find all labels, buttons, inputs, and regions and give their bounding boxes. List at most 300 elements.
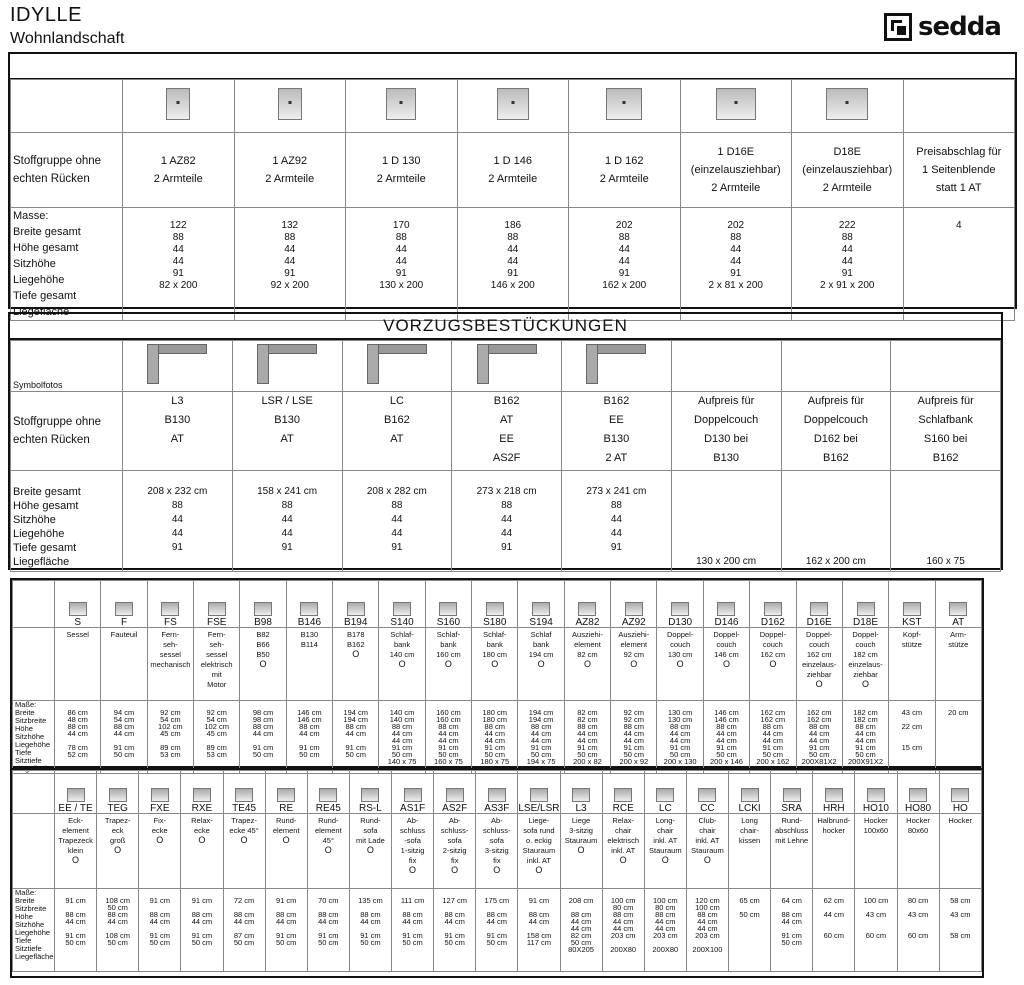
t1-measure-cell	[346, 208, 458, 321]
t3-value	[889, 751, 934, 758]
t3-measure-cell	[703, 701, 749, 774]
t2-row-label: Liegehöhe	[13, 528, 65, 540]
t4-value: 50 cm	[107, 938, 128, 947]
t4-value: 50 cm	[275, 938, 297, 947]
t1-model-cell	[234, 133, 346, 208]
t4-value	[898, 918, 939, 925]
t3-desc-line: 162 cm	[806, 650, 832, 659]
t1-icon-cell	[123, 80, 235, 133]
t2-config-line: Doppelcouch	[803, 414, 868, 426]
sofa-element-icon	[497, 88, 529, 120]
t4-desc-line: mit Lehne	[775, 836, 809, 845]
t1-value	[904, 244, 1015, 256]
t3-value: 92 cm	[206, 708, 227, 717]
t3-measure-cell	[842, 701, 888, 774]
t1-value	[904, 268, 1015, 280]
t3-value: 98 cm	[252, 715, 274, 724]
t2-config-cell	[123, 392, 233, 471]
t1-value: 91	[507, 268, 519, 279]
t4-value: 91 cm	[65, 896, 86, 905]
t4-desc-cell	[729, 814, 771, 889]
t3-value	[240, 758, 285, 765]
t4-element-code: EE / TE	[58, 803, 93, 814]
t3-value	[936, 744, 981, 751]
t2-row-label: Höhe gesamt	[13, 500, 79, 512]
t1-model-name: 1 D16E	[717, 146, 755, 158]
t1-measure-cell	[457, 208, 569, 321]
t3-value: 88 cm	[855, 722, 876, 731]
t2-config-line: D162 bei	[813, 433, 858, 445]
t3-value: 91 cm	[577, 743, 598, 752]
t3-option-mark: O	[444, 659, 452, 669]
t3-value: 88 cm	[67, 722, 88, 731]
t4-desc-line: Stauraum	[649, 846, 682, 855]
t4-value: 91 cm	[275, 896, 297, 905]
t2-value: 91	[171, 542, 183, 553]
t2-measure-cell	[562, 471, 672, 572]
t2-photo-cell	[342, 341, 452, 392]
t4-measure-labels	[13, 889, 55, 972]
t4-value: 91 cm	[191, 931, 213, 940]
t3-element-code: S160	[436, 617, 461, 628]
t4-value: 60 cm	[823, 931, 845, 940]
t4-value: 88 cm	[697, 910, 718, 919]
t3-option-mark: O	[676, 659, 684, 669]
t3-value: 44 cm	[623, 729, 645, 738]
t2-value	[123, 555, 232, 569]
t1-fabric-label: Stoffgruppe ohne echten Rücken	[11, 133, 123, 208]
t3-desc-line: 146 cm	[714, 650, 739, 659]
t1-corner	[11, 80, 123, 133]
t3-measure-labels	[13, 701, 55, 774]
t1-model-sub: (einzelausziehbar)	[690, 164, 781, 176]
t4-value: 44 cm	[697, 917, 718, 926]
t3-value	[889, 758, 934, 765]
t3-value: 146 cm	[297, 715, 322, 724]
t3-value: 180 x 75	[480, 757, 510, 766]
t1-value: 91	[284, 268, 296, 279]
sofa-element-icon	[278, 88, 302, 120]
t4-value	[940, 946, 981, 953]
t4-measure-cell	[897, 889, 939, 972]
t4-measure-row	[13, 889, 982, 972]
t4-element-code: RCE	[612, 803, 634, 814]
t2-config-line: B130	[603, 433, 630, 445]
t1-value: 44	[730, 244, 742, 255]
t3-value: 50 cm	[855, 750, 876, 759]
t4-value: 203 cm	[695, 931, 720, 940]
t2-value: 88	[501, 500, 513, 511]
t1-value: 132	[281, 220, 299, 231]
t3-measure-cell	[889, 701, 935, 774]
t1-value: 222	[838, 220, 856, 231]
t3-value: 44 cm	[855, 729, 876, 738]
t4-value: 91 cm	[781, 931, 802, 940]
t4-desc-cell	[307, 814, 349, 889]
t4-desc-line: 80x60	[907, 826, 929, 835]
t1-value: 88	[841, 232, 853, 243]
t2-measure-cell	[452, 471, 562, 572]
t3-value: 45 cm	[160, 729, 181, 738]
catalog-title: IDYLLE	[10, 4, 82, 26]
t1-model-cell	[792, 133, 904, 208]
t4-option-mark: O	[493, 865, 501, 875]
t3-value: 160 x 75	[434, 757, 463, 766]
t3-code-cell	[55, 581, 101, 628]
t4-desc-line: 1-sitzig	[400, 846, 425, 855]
t3-desc-line: couch	[762, 640, 783, 649]
t4-value: 65 cm	[739, 896, 760, 905]
t2-photo-cell	[452, 341, 562, 392]
t3-option-mark: O	[491, 659, 499, 669]
t4-value: 208 cm	[568, 896, 594, 905]
t1-row-label: Liegehöhe	[13, 274, 65, 286]
t3-desc-line: Schlaf-	[436, 630, 461, 639]
t4-code-cell	[729, 771, 771, 814]
t3-value: 88 cm	[299, 722, 320, 731]
t1-value: 44	[395, 244, 407, 255]
element-icon	[69, 602, 87, 616]
t4-value	[898, 946, 939, 953]
t4-desc-line: Hocker	[948, 816, 973, 825]
t3-desc-cell	[379, 628, 425, 701]
t4-desc-line: eck	[111, 826, 124, 835]
t3-element-code: S180	[483, 617, 507, 628]
t3-value: 88 cm	[577, 722, 598, 731]
t4-desc-line: 2-sitzig	[442, 846, 467, 855]
t3-code-cell	[379, 581, 425, 628]
t3-value: 91 cm	[113, 743, 135, 752]
t3-desc-line: Sessel	[66, 630, 89, 639]
t1-model-name: 1 D 146	[493, 155, 533, 167]
t3-corner	[13, 581, 55, 628]
t3-value: 44 cm	[391, 736, 413, 745]
t1-icon-cell	[457, 80, 569, 133]
t2-value	[672, 541, 781, 555]
t2-value: 158 x 241 cm	[257, 486, 318, 497]
t2-fabric-label: Stoffgruppe ohne echten Rücken	[11, 392, 123, 471]
t4-value: 88 cm	[486, 910, 508, 919]
t1-model-sub: 2 Armteile	[599, 173, 649, 185]
t3-value: 44 cm	[577, 736, 598, 745]
t4-value: 44 cm	[612, 917, 634, 926]
t3-option-mark: O	[722, 659, 730, 669]
t1-model-name: 1 AZ82	[160, 155, 196, 167]
t3-row-label: Tiefe	[15, 748, 32, 757]
table-elements-2	[10, 768, 984, 978]
t3-value	[55, 758, 100, 765]
t4-desc-line: chair	[657, 826, 674, 835]
t1-value: 4	[955, 220, 962, 231]
t3-value: 200 x 82	[573, 757, 602, 766]
t1-value: 44	[284, 244, 296, 255]
t3-desc-line: Schlaf	[530, 630, 552, 639]
t1-value: 91	[618, 268, 630, 279]
t4-option-mark: O	[366, 845, 374, 855]
t4-value	[55, 946, 96, 953]
t3-value: 194 cm	[343, 715, 369, 724]
element-icon	[393, 602, 411, 616]
t3-desc-line: couch	[670, 640, 691, 649]
t3-desc-line: seh-	[163, 640, 178, 649]
t2-photo-cell	[891, 341, 1001, 392]
t4-option-mark: O	[72, 855, 80, 865]
t3-desc-line: Ausziehi-	[618, 630, 650, 639]
t4-value: 91 cm	[444, 931, 465, 940]
t3-element-code: F	[120, 617, 128, 628]
element-icon	[951, 788, 969, 802]
t2-value: 44	[281, 528, 293, 539]
t3-value: 146 cm	[714, 708, 739, 717]
sedda-logo	[884, 12, 1001, 42]
t4-value: 50 cm	[191, 938, 213, 947]
t2-config-line: LC	[389, 395, 404, 407]
t3-desc-cell	[750, 628, 796, 701]
t1-value: 44	[618, 256, 630, 267]
t3-value: 44 cm	[345, 729, 366, 738]
t4-value: 58 cm	[950, 896, 971, 905]
t1-value: 130 x 200	[379, 280, 424, 291]
t3-value: 162 cm	[806, 715, 832, 724]
t3-option-mark: O	[630, 659, 638, 669]
t4-element-code: HRH	[822, 803, 845, 814]
t4-desc-cell	[813, 814, 855, 889]
t1-model-cell	[569, 133, 681, 208]
t1-value: 88	[172, 232, 184, 243]
t3-value: 88 cm	[345, 722, 366, 731]
t4-element-code: LC	[658, 803, 672, 814]
t4-desc-line: 100x60	[863, 826, 889, 835]
t4-value	[308, 946, 349, 953]
t4-desc-corner	[13, 814, 55, 889]
t1-model-cell	[903, 133, 1015, 208]
element-icon	[347, 602, 365, 616]
t4-desc-cell	[349, 814, 391, 889]
t3-desc-line: Ausziehi-	[572, 630, 603, 639]
t3-value: 91 cm	[484, 743, 505, 752]
t2-value: 44	[171, 528, 183, 539]
t3-value	[936, 737, 981, 744]
t3-value: 200 x 146	[710, 757, 743, 766]
t2-value: 44	[391, 528, 403, 539]
t2-value: 44	[501, 514, 513, 525]
t2-value	[672, 499, 781, 513]
t2-photo-cell	[671, 341, 781, 392]
t3-option-mark: O	[815, 679, 823, 689]
t4-desc-line: o. eckig	[526, 836, 552, 845]
t4-desc-cell	[434, 814, 476, 889]
t4-code-cell	[897, 771, 939, 814]
t4-desc-line: 3-sitzig	[569, 826, 593, 835]
t3-value: 200 x 162	[756, 757, 790, 766]
t3-value: 50 cm	[391, 750, 413, 759]
t3-desc-line: element	[620, 640, 648, 649]
t3-code-cell	[147, 581, 193, 628]
t1-value: 122	[169, 220, 187, 231]
t2-measure-cell	[232, 471, 342, 572]
t1-value: 146 x 200	[490, 280, 535, 291]
t3-value: 44 cm	[808, 729, 830, 738]
t4-desc-line: schluss-	[440, 826, 469, 835]
t4-value: 80 cm	[907, 896, 929, 905]
t4-value: 88 cm	[444, 910, 465, 919]
t4-value	[518, 946, 559, 953]
t4-value: 88 cm	[233, 910, 255, 919]
t3-desc-cell	[796, 628, 842, 701]
t4-value: 50 cm	[739, 910, 760, 919]
t4-value: 200X100	[692, 945, 723, 954]
t1-measure-labels	[11, 208, 123, 321]
t3-value: 98 cm	[252, 708, 274, 717]
t3-value: 44 cm	[252, 729, 274, 738]
t4-desc-line: Stauraum	[691, 846, 724, 855]
t4-element-code: RE45	[315, 803, 341, 814]
t3-value: 20 cm	[948, 708, 969, 717]
t2-photo-cell	[123, 341, 233, 392]
t4-option-mark: O	[619, 855, 627, 865]
t3-value: 194 cm	[528, 715, 554, 724]
t3-value: 140 x 75	[387, 757, 417, 766]
t3-desc-cell	[889, 628, 935, 701]
t3-desc-line: 160 cm	[436, 650, 461, 659]
t4-value: 44 cm	[612, 924, 634, 933]
t3-element-code: D16E	[806, 617, 832, 628]
t3-value: 200 x 92	[619, 757, 649, 766]
t3-element-code: S140	[390, 617, 414, 628]
t3-desc-line: B178	[346, 630, 365, 639]
t3-value: 82 cm	[577, 715, 598, 724]
t4-desc-row	[13, 814, 982, 889]
t3-desc-cell	[147, 628, 193, 701]
sofa-element-icon	[826, 88, 868, 120]
table-elements-1	[10, 578, 984, 773]
t3-value: 50 cm	[252, 750, 274, 759]
t4-value	[940, 939, 981, 946]
catalog-subtitle: Wohnlandschaft	[10, 30, 125, 47]
t3-value: 91 cm	[438, 743, 459, 752]
t1-model-cell	[457, 133, 569, 208]
element-icon	[530, 788, 548, 802]
t3-desc-row	[13, 628, 982, 701]
t1-value: 44	[172, 256, 184, 267]
t4-value: 50 cm	[402, 938, 423, 947]
t4-value: 43 cm	[950, 910, 971, 919]
t3-measure-cell	[796, 701, 842, 774]
t4-measure-cell	[307, 889, 349, 972]
t3-value: 88 cm	[808, 722, 830, 731]
t3-code-cell	[611, 581, 657, 628]
t2-value: 273 x 218 cm	[476, 486, 537, 497]
t4-value	[139, 946, 180, 953]
t4-option-mark: O	[282, 835, 290, 845]
t4-desc-line: 45°	[322, 836, 334, 845]
t2-value: 88	[391, 500, 403, 511]
t1-value: 202	[615, 220, 633, 231]
t3-desc-line: Motor	[207, 680, 227, 689]
t2-measure-cell	[123, 471, 233, 572]
t3-value: 44 cm	[484, 736, 505, 745]
t4-element-code: CC	[700, 803, 715, 814]
t1-masse-label: Masse:	[13, 210, 49, 222]
t4-element-code: AS2F	[442, 803, 468, 814]
t4-option-mark: O	[661, 855, 669, 865]
t2-measure-cell	[781, 471, 891, 572]
t2-config-line: Aufpreis für	[917, 395, 974, 407]
t3-value: 50 cm	[113, 750, 135, 759]
t4-code-cell	[434, 771, 476, 814]
t4-code-cell	[476, 771, 518, 814]
t4-desc-cell	[939, 814, 981, 889]
t4-desc-line: Stauraum	[522, 846, 556, 855]
t4-value: 88 cm	[570, 910, 592, 919]
element-icon	[825, 788, 843, 802]
t3-desc-line: mechanisch	[150, 660, 191, 669]
t4-desc-line: chair	[615, 826, 632, 835]
t4-code-cell	[813, 771, 855, 814]
t4-measure-cell	[813, 889, 855, 972]
t1-model-name: 1 D 130	[381, 155, 421, 167]
t3-desc-line: Doppel-	[759, 630, 786, 639]
t3-element-code: D146	[714, 617, 739, 628]
t2-row-label: Liegefläche	[13, 556, 70, 568]
t3-value: 162 cm	[760, 708, 786, 717]
t1-value	[904, 280, 1015, 292]
t3-value: 88 cm	[391, 722, 413, 731]
t1-value: 91	[730, 268, 742, 279]
t3-element-code: B98	[254, 617, 272, 628]
t4-value: 88 cm	[612, 910, 634, 919]
t1-row-label: Sitzhöhe	[13, 258, 56, 270]
t3-value: 91 cm	[855, 743, 876, 752]
t2-config-line: B130	[164, 414, 191, 426]
t1-model-sub2: 2 Armteile	[822, 182, 872, 194]
t4-code-cell	[771, 771, 813, 814]
t2-config-line: 2 AT	[605, 452, 628, 464]
t3-value: 44 cm	[855, 736, 876, 745]
t3-option-mark: O	[398, 659, 406, 669]
t4-desc-line: Long	[741, 816, 758, 825]
t4-code-cell	[855, 771, 897, 814]
t4-element-code: FXE	[150, 803, 170, 814]
element-icon	[698, 788, 716, 802]
t3-measure-cell	[657, 701, 703, 774]
t4-row-label: Breite	[15, 896, 35, 905]
t4-desc-line: Club-	[698, 816, 717, 825]
t1-model-cell	[123, 133, 235, 208]
t4-desc-line: Stauraum	[564, 836, 598, 845]
t3-value: 44 cm	[484, 729, 505, 738]
t4-value: 88 cm	[402, 910, 423, 919]
t3-value: 88 cm	[484, 722, 505, 731]
t3-value: 88 cm	[438, 722, 459, 731]
t4-value: 50 cm	[318, 938, 339, 947]
t3-value: 194 cm	[343, 708, 369, 717]
table-preferred-grid	[10, 340, 1001, 572]
t1-value: 162 x 200	[602, 280, 647, 291]
t3-desc-line: bank	[440, 640, 457, 649]
t3-value: 44 cm	[716, 736, 737, 745]
t4-desc-line: schluss	[400, 826, 426, 835]
t4-element-code: L3	[575, 803, 587, 814]
t4-desc-line: groß	[109, 836, 126, 845]
t3-value: 50 cm	[669, 750, 691, 759]
t2-symbol-label: Symbolfotos	[11, 341, 123, 392]
t4-value: 91 cm	[191, 896, 213, 905]
t3-code-cell	[101, 581, 147, 628]
t2-value: 91	[391, 542, 403, 553]
t3-desc-cell	[101, 628, 147, 701]
t2-value: 91	[501, 542, 513, 553]
